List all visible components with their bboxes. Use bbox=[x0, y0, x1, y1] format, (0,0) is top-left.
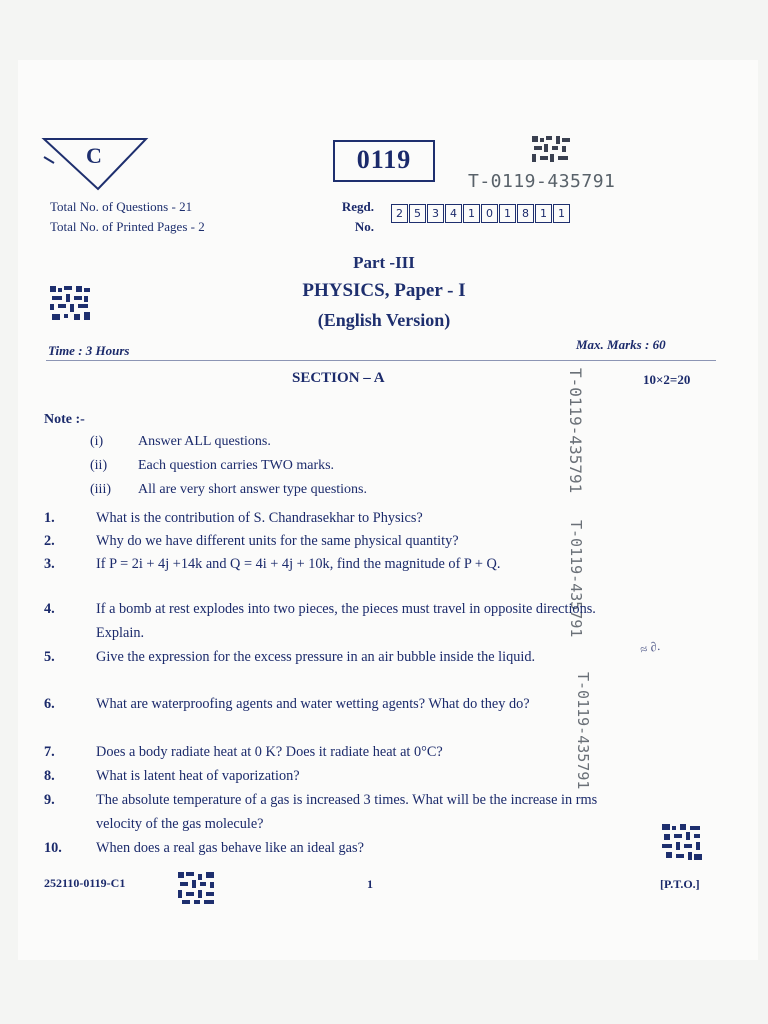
serial-stamp: T-0119-435791 bbox=[468, 171, 616, 192]
subject-title: PHYSICS, Paper - I bbox=[302, 280, 466, 301]
regd-no-text: No. bbox=[354, 219, 374, 234]
question-number: 6. bbox=[44, 696, 55, 712]
regd-digit: 1 bbox=[499, 204, 516, 223]
question-text: Why do we have different units for the same physical quantity? bbox=[96, 533, 459, 549]
regd-label-text: Regd. bbox=[341, 199, 374, 214]
regd-number-boxes bbox=[391, 204, 571, 223]
time-label: Time : 3 Hours bbox=[48, 343, 130, 358]
paper-code: 0119 bbox=[333, 140, 435, 182]
regd-digit: 5 bbox=[409, 204, 426, 223]
total-questions: Total No. of Questions - 21 bbox=[50, 199, 193, 214]
total-pages: Total No. of Printed Pages - 2 bbox=[50, 219, 205, 234]
regd-label bbox=[330, 197, 374, 237]
divider bbox=[46, 360, 716, 361]
note-num: (ii) bbox=[90, 458, 108, 473]
note-label: Note :- bbox=[44, 412, 85, 427]
question-number: 8. bbox=[44, 768, 55, 784]
handwritten-mark: ≈ ∂. bbox=[638, 637, 662, 658]
set-code-triangle bbox=[40, 133, 150, 193]
question-text: If a bomb at rest explodes into two pieces, the pieces must travel in opposite directions. Explain. bbox=[96, 601, 596, 641]
regd-digit: 1 bbox=[553, 204, 570, 223]
note-text: All are very short answer type questions. bbox=[138, 482, 367, 497]
vertical-stamp: T-0119-435791 bbox=[574, 672, 592, 790]
footer-code: 252110-0119-C1 bbox=[44, 876, 126, 890]
regd-digit: 0 bbox=[481, 204, 498, 223]
note-num: (iii) bbox=[90, 482, 111, 497]
regd-digit: 2 bbox=[391, 204, 408, 223]
question-number: 4. bbox=[44, 601, 55, 617]
question-text: When does a real gas behave like an ideal gas? bbox=[96, 840, 364, 856]
top-barcode bbox=[530, 134, 572, 166]
question-text: What is the contribution of S. Chandrasekhar to Physics? bbox=[96, 510, 423, 526]
question-number: 1. bbox=[44, 510, 55, 526]
note-text: Answer ALL questions. bbox=[138, 434, 271, 449]
question-text: The absolute temperature of a gas is increased 3 times. What will be the increase in rms velocity of the gas molecule? bbox=[96, 792, 598, 832]
max-marks: Max. Marks : 60 bbox=[576, 337, 666, 352]
question-number: 2. bbox=[44, 533, 55, 549]
vertical-stamp: T-0119-435791 bbox=[567, 520, 585, 638]
regd-digit: 4 bbox=[445, 204, 462, 223]
section-title: SECTION – A bbox=[292, 370, 385, 386]
vertical-stamp: T-0119-435791 bbox=[566, 368, 585, 494]
question-text: Does a body radiate heat at 0 K? Does it radiate heat at 0°C? bbox=[96, 744, 443, 760]
part-title: Part -III bbox=[353, 253, 415, 272]
question-text: If P = 2i + 4j +14k and Q = 4i + 4j + 10k, find the magnitude of P + Q. bbox=[96, 556, 501, 572]
question-number: 3. bbox=[44, 556, 55, 572]
question-text: What is latent heat of vaporization? bbox=[96, 768, 300, 784]
page-number: 1 bbox=[367, 877, 373, 891]
regd-digit: 1 bbox=[463, 204, 480, 223]
regd-digit: 1 bbox=[535, 204, 552, 223]
question-number: 10. bbox=[44, 840, 62, 856]
question-text: What are waterproofing agents and water wetting agents? What do they do? bbox=[96, 696, 530, 712]
regd-digit: 8 bbox=[517, 204, 534, 223]
question-number: 5. bbox=[44, 649, 55, 665]
footer-barcode bbox=[178, 872, 216, 904]
section-marks: 10×2=20 bbox=[643, 372, 691, 387]
right-barcode bbox=[662, 824, 702, 860]
note-num: (i) bbox=[90, 434, 104, 449]
version-title: (English Version) bbox=[317, 310, 451, 330]
regd-digit: 3 bbox=[427, 204, 444, 223]
set-code: C bbox=[86, 143, 102, 168]
question-number: 9. bbox=[44, 792, 55, 808]
pto-label: [P.T.O.] bbox=[660, 877, 700, 891]
note-text: Each question carries TWO marks. bbox=[138, 458, 335, 473]
question-text: Give the expression for the excess pressure in an air bubble inside the liquid. bbox=[96, 649, 536, 665]
question-number: 7. bbox=[44, 744, 55, 760]
